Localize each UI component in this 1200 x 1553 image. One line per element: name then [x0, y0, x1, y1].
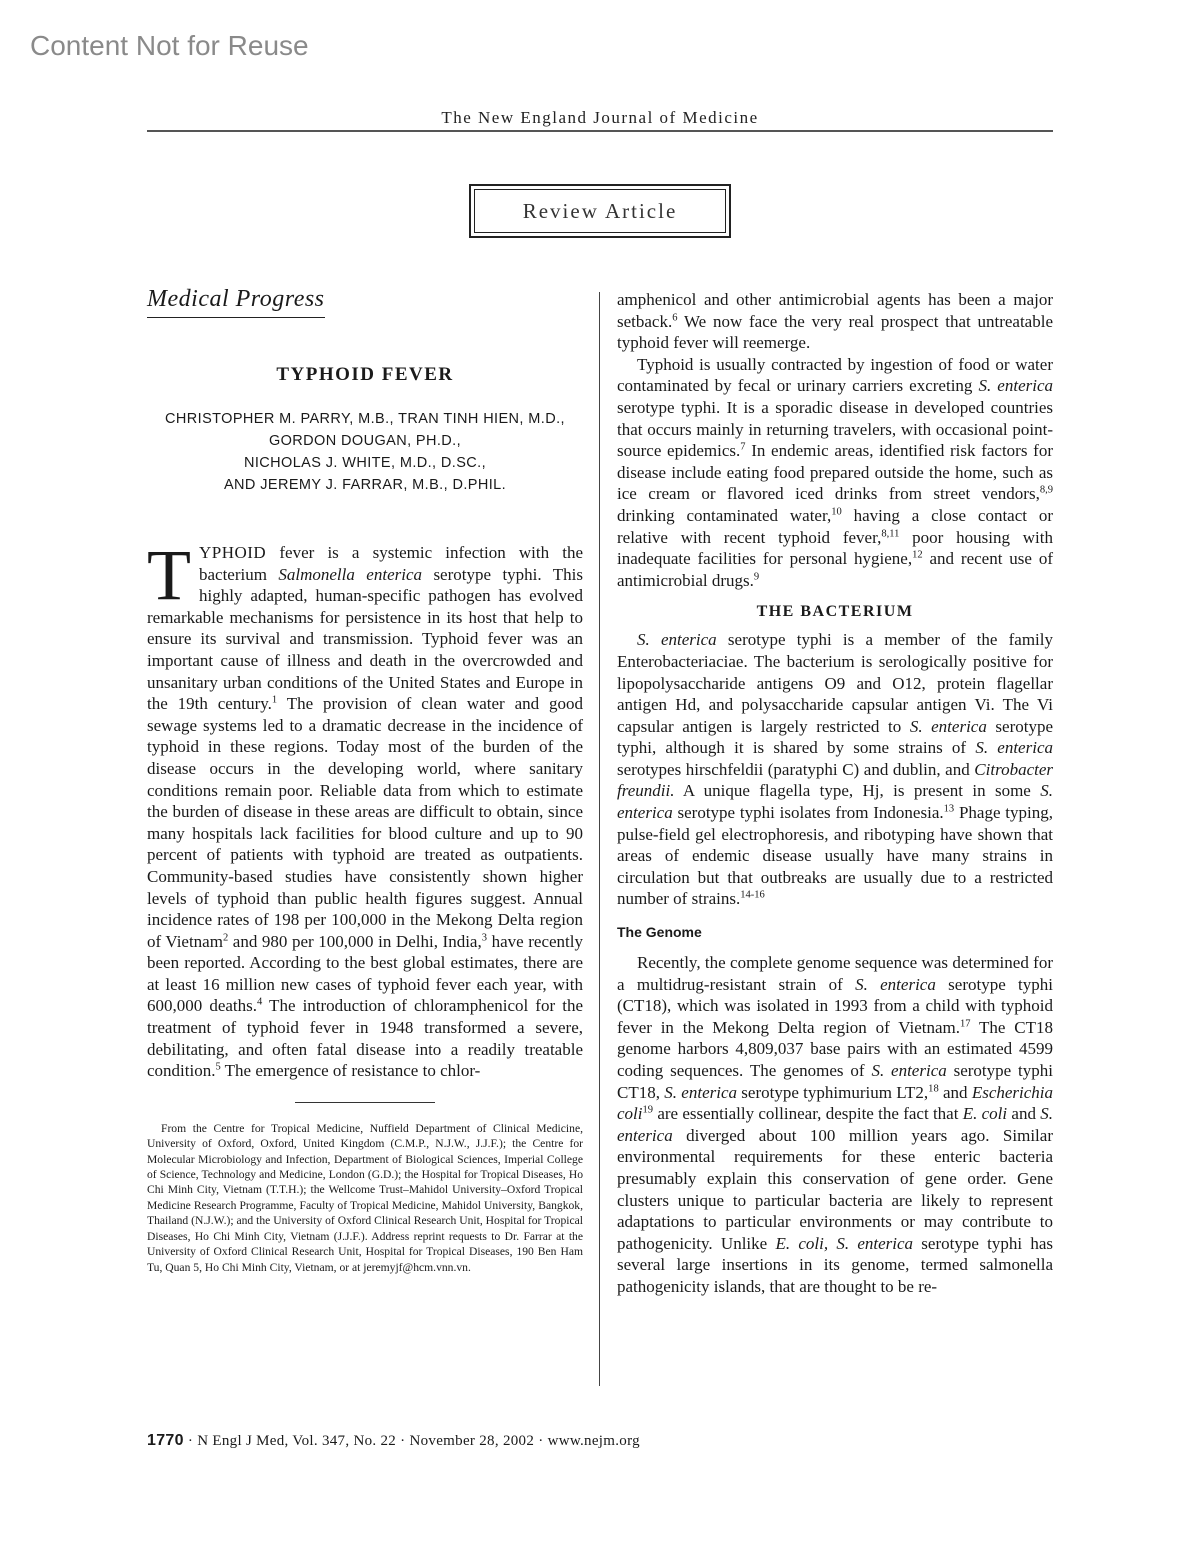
page-footer: 1770 · N Engl J Med, Vol. 347, No. 22 · November 28, 2002 · www.nejm.org [147, 1432, 640, 1449]
author-line: AND JEREMY J. FARRAR, M.B., D.PHIL. [223, 477, 507, 493]
intro-paragraph: TYPHOID fever is a systemic infection with the bacterium Salmonella enterica serotype typhi. This highly adapted, human-specific pathogen has evolved remarkable mechanisms for persistence in its host that help to ensure its survival and transmission. Typhoid fever was an important cause of illness and death in the overcrowded and unsanitary urban conditions of the United States and Europe in the 19th century.$^1$ The provision of clean water and good sewage systems led to a dramatic decrease in the incidence of typhoid in these regions. Today most of the burden of the disease occurs in the developing world, where sanitary conditions remain poor. Reliable data from which to estimate the burden of disease in these areas are difficult to obtain, since many hospitals lack facilities for blood culture and up to 90 percent of patients with typhoid are treated as outpatients. Community-based studies have consistently shown higher levels of typhoid than public health figures suggest. Annual incidence rates of 198 per 100,000 in the Mekong Delta region of Vietnam$^2$ and 980 per 100,000 in Delhi, India,$^3$ have recently been reported. According to the best global estimates, there are at least 16 million new cases of typhoid fever each year, with 600,000 deaths.$^4$ The introduction of chloramphenicol for the treatment of typhoid fever in 1948 transformed a severe, debilitating, and often fatal disease into a readily treatable condition.$^5$ The emergence of resistance to chlor- [147, 535, 584, 1081]
issue-date: November 28, 2002 [409, 1433, 535, 1449]
column-divider [599, 292, 600, 1386]
bacterium-paragraph: S. enterica serotype typhi is a member of the family Enterobacteriaciae. The bacterium is serologically positive for lipopolysaccharide antigens O9 and O12, protein flagellar antigen Hd, and polysaccharide capsular antigen Vi. The Vi capsular antigen is largely restricted to S. enterica serotype typhi, although it is shared by some strains of S. enterica serotypes hirschfeldii (paratyphi C) and dublin, and Citrobacter freundii. A unique flagella type, Hj, is present in some S. enterica serotype typhi isolates from Indonesia.$^{13}$ Phage typing, pulse-field gel electrophoresis, and ribotyping have shown that areas of endemic disease usually have many strains in circulation but that outbreaks are usually due to a restricted number of strains.$^{14-16}$ [617, 630, 1054, 909]
author-list [147, 408, 583, 496]
section-heading-bacterium: THE BACTERIUM [756, 603, 914, 621]
subsection-heading-genome: The Genome [617, 924, 702, 941]
review-article-box [469, 184, 731, 238]
header-rule [147, 130, 1053, 132]
article-title: TYPHOID FEVER [276, 364, 454, 385]
journal-url: www.nejm.org [547, 1433, 640, 1449]
author-line: GORDON DOUGAN, PH.D., [268, 433, 462, 449]
continued-paragraph: amphenicol and other antimicrobial agents has been a major setback.$^6$ We now face the very real prospect that untreatable typhoid fever will reemerge. [617, 290, 1053, 353]
transmission-paragraph: Typhoid is usually contracted by ingestion of food or water contaminated by fecal or urinary carriers excreting S. enterica serotype typhi. It is a sporadic disease in developed countries that occurs mainly in returning travelers, with occasional point-source epidemics.$^7$ In endemic areas, identified risk factors for disease include eating food prepared outside the home, such as ice cream or flavored iced drinks from street vendors,$^{8,9}$ drinking contaminated water,$^{10}$ having a close contact or relative with recent typhoid fever,$^{8,11}$ poor housing with inadequate facilities for personal hygiene,$^{12}$ and recent use of antimicrobial drugs.$^9$ [617, 354, 1053, 590]
section-label: Medical Progress [147, 286, 325, 318]
author-line: NICHOLAS J. WHITE, M.D., D.SC., [244, 455, 486, 471]
author-line: CHRISTOPHER M. PARRY, M.B., TRAN TINH HIEN, M.D., [165, 411, 565, 427]
footnote-rule [295, 1102, 435, 1103]
right-column [617, 289, 1053, 1298]
page-number: 1770 [147, 1432, 184, 1449]
watermark: Content Not for Reuse [30, 30, 309, 61]
citation: N Engl J Med, Vol. 347, No. 22 [197, 1433, 397, 1449]
affiliation-footnote: From the Centre for Tropical Medicine, Nuffield Department of Clinical Medicine, University of Oxford, Oxford, United Kingdom (C.M.P., N.J.W., J.J.F.); the Centre for Molecular Microbiology and Infection, Department of Biological Sciences, Imperial College of Science, Technology and Medicine, London (G.D.); the Hospital for Tropical Diseases, Ho Chi Minh City, Vietnam (T.T.H.); the Wellcome Trust–Mahidol University–Oxford Tropical Medicine Research Programme, Faculty of Tropical Medicine, Mahidol University, Bangkok, Thailand (N.J.W.); and the University of Oxford Clinical Research Unit, Hospital for Tropical Diseases, Ho Chi Minh City, Vietnam (J.J.F.). Address reprint requests to Dr. Farrar at the University of Oxford Clinical Research Unit, Hospital for Tropical Diseases, 190 Ben Ham Tu, Quan 5, Ho Chi Minh City, Vietnam, or at jeremyjf@hcm.vnn.vn. [147, 1121, 583, 1274]
journal-header: The New England Journal of Medicine [441, 108, 759, 127]
left-column [147, 286, 583, 1275]
review-article-label: Review Article [474, 189, 726, 233]
genome-paragraph: Recently, the complete genome sequence was determined for a multidrug-resistant strain of S. enterica serotype typhi (CT18), which was isolated in 1993 from a child with typhoid fever in the Mekong Delta region of Vietnam.$^{17}$ The CT18 genome harbors 4,809,037 base pairs with an estimated 4599 coding sequences. The genomes of S. enterica serotype typhi CT18, S. enterica serotype typhimurium LT2,18 and Escherichia coli$^{19}$ are essentially collinear, despite the fact that E. coli and S. enterica diverged about 100 million years ago. Similar environmental requirements for these enteric bacteria presumably explain this conservation of gene order. Gene clusters unique to particular bacteria are likely to represent adaptations to particular environments or may contribute to pathogenicity. Unlike E. coli, S. enterica serotype typhi has several large insertions in its genome, termed salmonella pathogenicity islands, that are thought to be re- [617, 953, 1054, 1296]
drop-cap: T [147, 535, 191, 615]
